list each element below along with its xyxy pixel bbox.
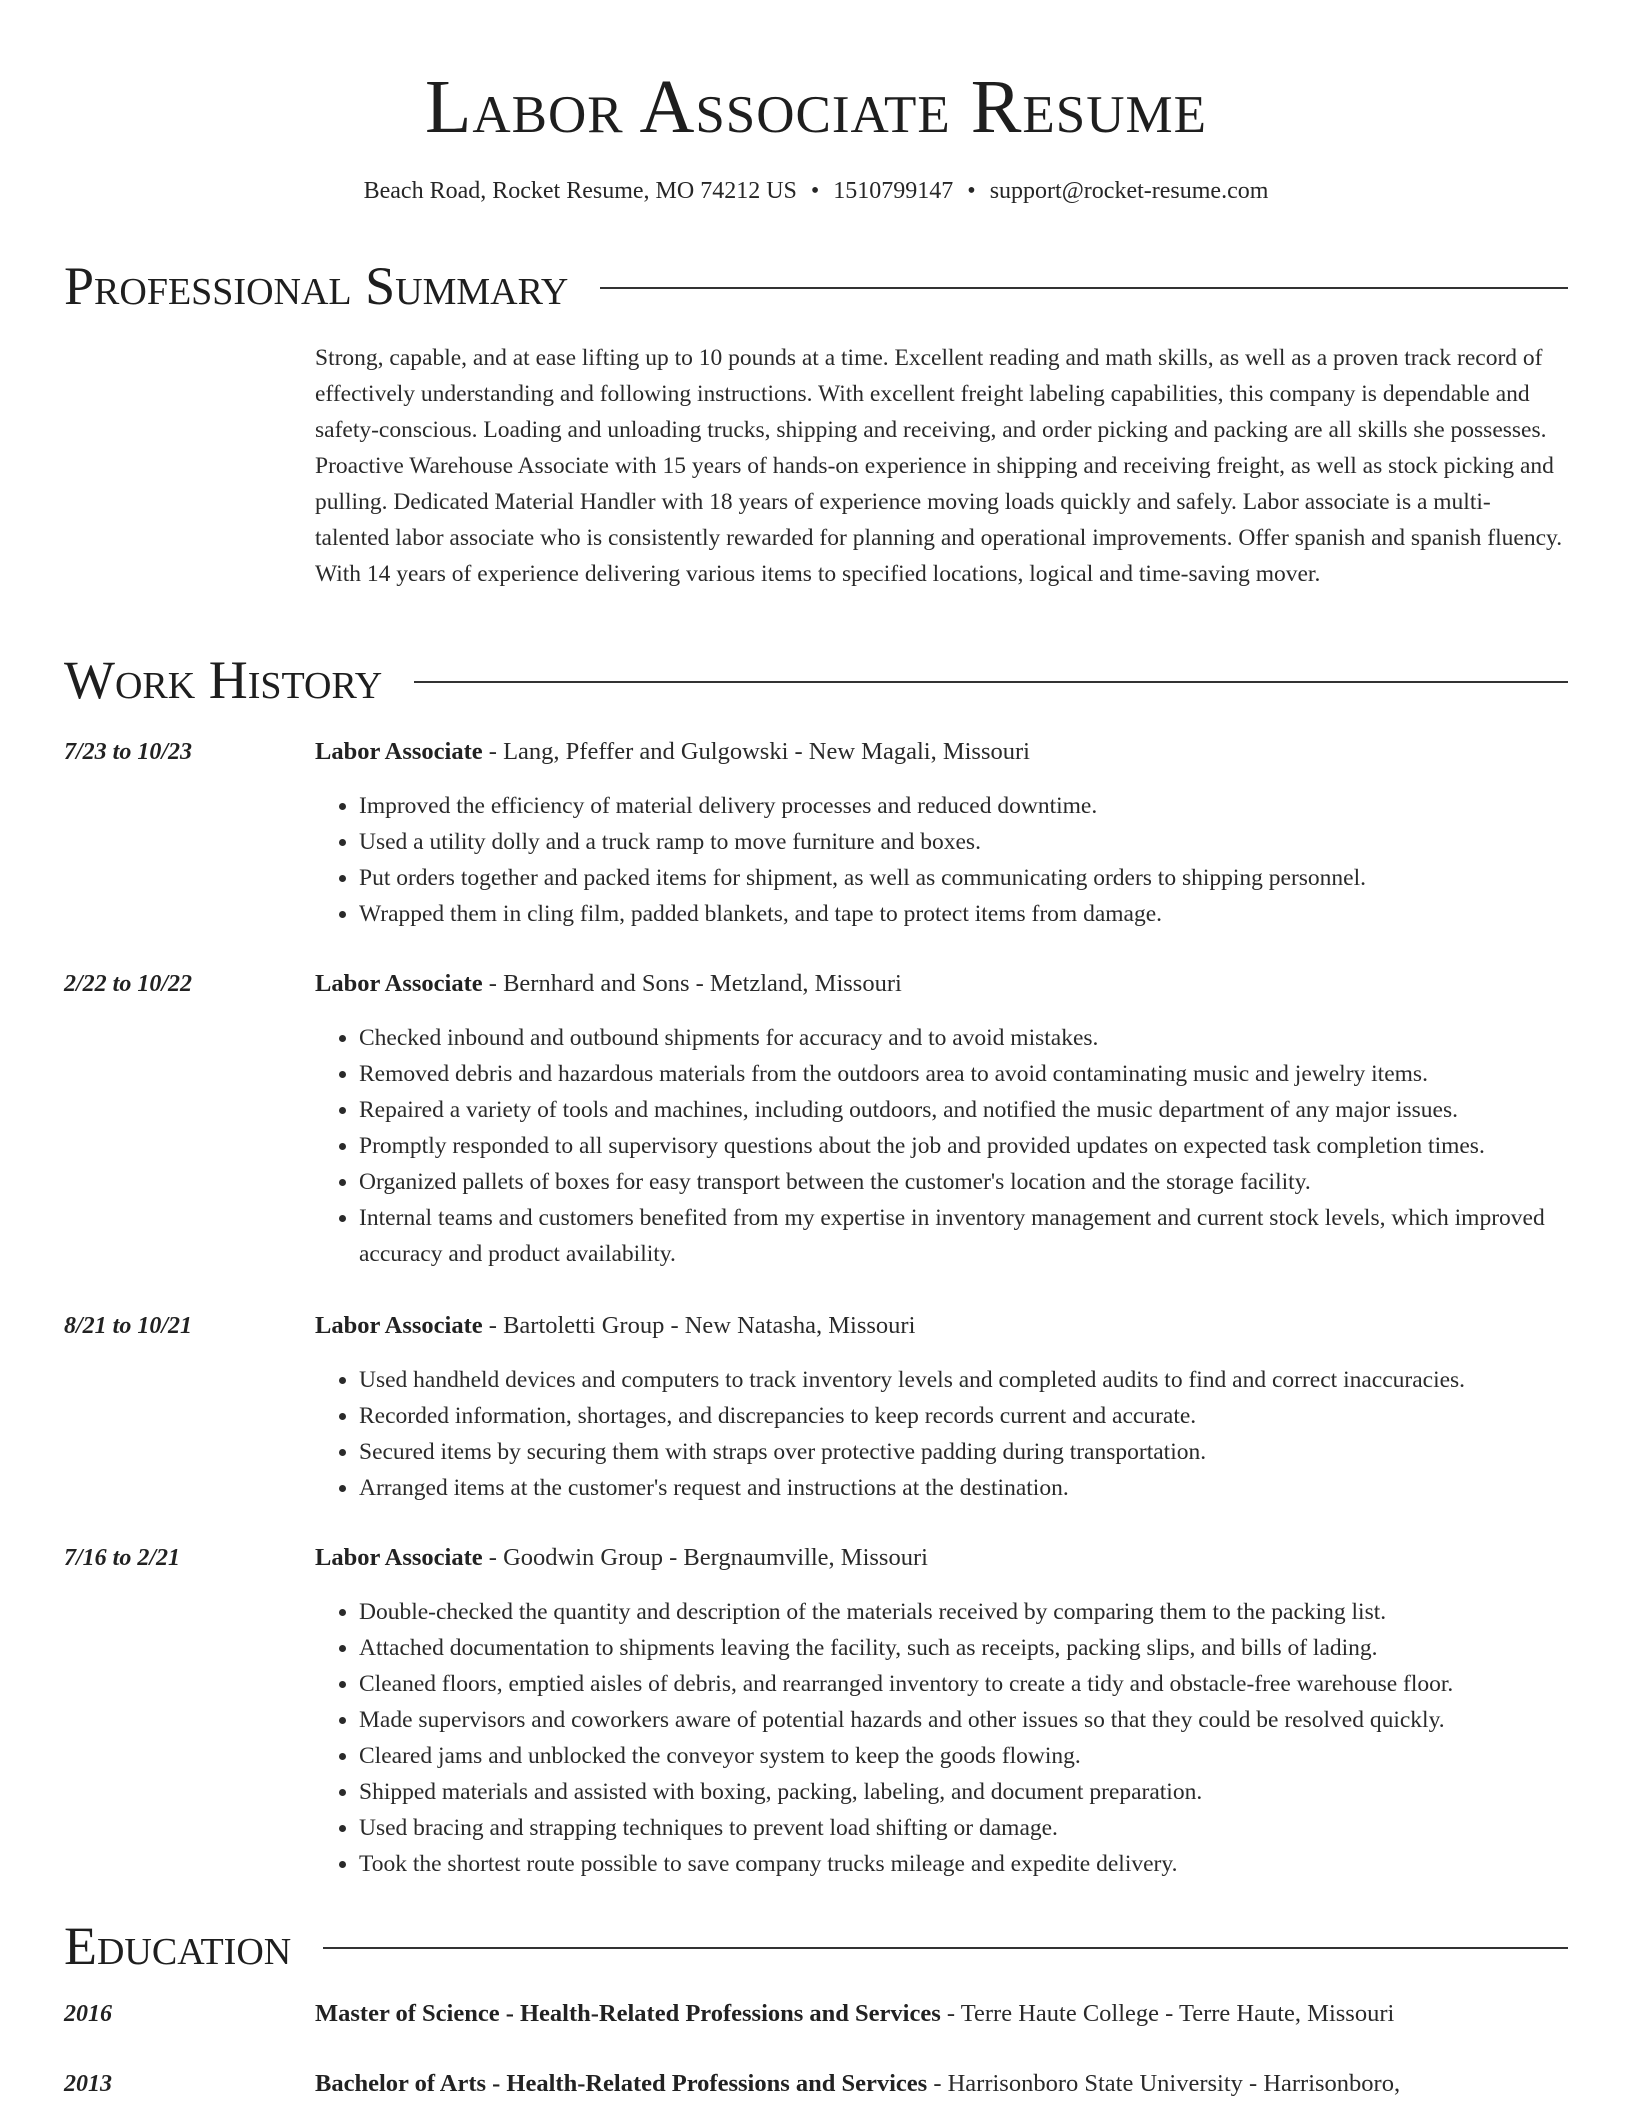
- job-bullets: [315, 1594, 1612, 1882]
- job-bullet: • Used a utility dolly and a truck ramp to move furniture and boxes.: [359, 824, 1612, 860]
- contact-line: [0, 175, 1632, 207]
- job-bullet: • Improved the efficiency of material delivery processes and reduced downtime.: [359, 788, 1612, 824]
- job-bullet: • Arranged items at the customer's request and instructions at the destination.: [359, 1470, 1612, 1506]
- job-title: Labor Associate: [315, 1544, 483, 1571]
- education-year: 2016: [64, 2001, 112, 2027]
- job-bullet: • Put orders together and packed items for shipment, as well as communicating orders to shipping personnel.: [359, 860, 1612, 896]
- job-heading: [315, 968, 1568, 1000]
- job-bullets: [315, 788, 1612, 932]
- job-company-location: - Goodwin Group - Bergnaumville, Missouri: [482, 1544, 928, 1571]
- job-bullet: • Repaired a variety of tools and machines, including outdoors, and notified the music department of any major issues.: [359, 1092, 1612, 1128]
- job-heading: [315, 736, 1568, 768]
- job-bullet: • Cleared jams and unblocked the conveyor system to keep the goods flowing.: [359, 1738, 1612, 1774]
- job-heading: [315, 1542, 1568, 1574]
- education-school: - Terre Haute College - Terre Haute, Missouri: [940, 2000, 1395, 2027]
- contact-email[interactable]: support@rocket-resume.com: [989, 178, 1269, 204]
- job-bullet: • Attached documentation to shipments leaving the facility, such as receipts, packing slips, and bills of lading.: [359, 1630, 1612, 1666]
- education-line: [315, 1998, 1568, 2030]
- summary-heading-rule: [600, 287, 1568, 289]
- job-bullets: [315, 1020, 1612, 1272]
- education-line: [315, 2068, 1568, 2100]
- job-title: Labor Associate: [315, 1312, 483, 1339]
- job-heading: [315, 1310, 1568, 1342]
- education-school: - Harrisonboro State University - Harrisonboro,: [927, 2070, 1401, 2097]
- job-bullet: • Organized pallets of boxes for easy transport between the customer's location and the storage facility.: [359, 1164, 1612, 1200]
- job-dates: 2/22 to 10/22: [64, 971, 193, 997]
- job-bullet: • Checked inbound and outbound shipments for accuracy and to avoid mistakes.: [359, 1020, 1612, 1056]
- job-dates: 7/23 to 10/23: [64, 739, 193, 765]
- job-bullet: • Internal teams and customers benefited from my expertise in inventory management and current stock levels, which improved accuracy and product availability.: [359, 1200, 1612, 1272]
- job-bullet: • Made supervisors and coworkers aware of potential hazards and other issues so that they could be resolved quickly.: [359, 1702, 1612, 1738]
- education-degree: Master of Science - Health-Related Professions and Services: [315, 2000, 941, 2027]
- job-dates: 8/21 to 10/21: [64, 1313, 193, 1339]
- job-bullet: • Double-checked the quantity and description of the materials received by comparing them to the packing list.: [359, 1594, 1612, 1630]
- job-bullet: • Cleaned floors, emptied aisles of debris, and rearranged inventory to create a tidy and obstacle-free warehouse floor.: [359, 1666, 1612, 1702]
- education-heading-rule: [323, 1947, 1568, 1949]
- contact-separator: •: [810, 178, 820, 204]
- job-bullet: • Wrapped them in cling film, padded blankets, and tape to protect items from damage.: [359, 896, 1612, 932]
- contact-phone: 1510799147: [833, 178, 954, 204]
- job-dates: 7/16 to 2/21: [64, 1545, 181, 1571]
- summary-section-heading: [64, 254, 1568, 318]
- education-section-heading: [64, 1914, 1568, 1978]
- job-bullet: • Promptly responded to all supervisory questions about the job and provided updates on expected task completion times.: [359, 1128, 1612, 1164]
- summary-heading-text: Professional Summary: [64, 256, 569, 316]
- job-bullets: [315, 1362, 1612, 1506]
- job-bullet: • Used handheld devices and computers to track inventory levels and completed audits to find and correct inaccuracies.: [359, 1362, 1612, 1398]
- job-bullet: • Recorded information, shortages, and discrepancies to keep records current and accurate.: [359, 1398, 1612, 1434]
- job-bullet: • Took the shortest route possible to save company trucks mileage and expedite delivery.: [359, 1846, 1612, 1882]
- contact-separator: •: [967, 178, 976, 204]
- summary-text: Strong, capable, and at ease lifting up to 10 pounds at a time. Excellent reading and math skills, as well as a proven track record of effectively understanding and following instructions. With excellent freight labeling capabilities, this company is dependable and safety-conscious. Loading and unloading trucks, shipping and receiving, and order picking and packing are all skills she possesses. Proactive Warehouse Associate with 15 years of hands-on experience in shipping and receiving freight, as well as stock picking and pulling. Dedicated Material Handler with 18 years of experience moving loads quickly and safely. Labor associate is a multi-talented labor associate who is consistently rewarded for planning and operational improvements. Offer spanish and spanish fluency. With 14 years of experience delivering various items to specified locations, logical and time-saving mover.: [315, 345, 1563, 587]
- job-bullet: • Used bracing and strapping techniques to prevent load shifting or damage.: [359, 1810, 1612, 1846]
- job-bullet: • Removed debris and hazardous materials from the outdoors area to avoid contaminating music and jewelry items.: [359, 1056, 1612, 1092]
- job-company-location: - Lang, Pfeffer and Gulgowski - New Magali, Missouri: [482, 738, 1030, 765]
- contact-address: Beach Road, Rocket Resume, MO 74212 US: [363, 178, 797, 204]
- work-section-heading: [64, 648, 1568, 712]
- work-heading-rule: [414, 681, 1568, 683]
- job-bullet: • Secured items by securing them with straps over protective padding during transportation.: [359, 1434, 1612, 1470]
- education-heading-text: Education: [64, 1916, 292, 1976]
- resume-title: Labor Associate Resume: [424, 65, 1208, 149]
- job-title: Labor Associate: [315, 738, 483, 765]
- education-year: 2013: [64, 2071, 112, 2097]
- work-heading-text: Work History: [64, 650, 383, 710]
- job-company-location: - Bartoletti Group - New Natasha, Missouri: [482, 1312, 916, 1339]
- education-degree: Bachelor of Arts - Health-Related Professions and Services: [315, 2070, 928, 2097]
- job-title: Labor Associate: [315, 970, 483, 997]
- job-bullet: • Shipped materials and assisted with boxing, packing, labeling, and document preparation.: [359, 1774, 1612, 1810]
- job-company-location: - Bernhard and Sons - Metzland, Missouri: [482, 970, 902, 997]
